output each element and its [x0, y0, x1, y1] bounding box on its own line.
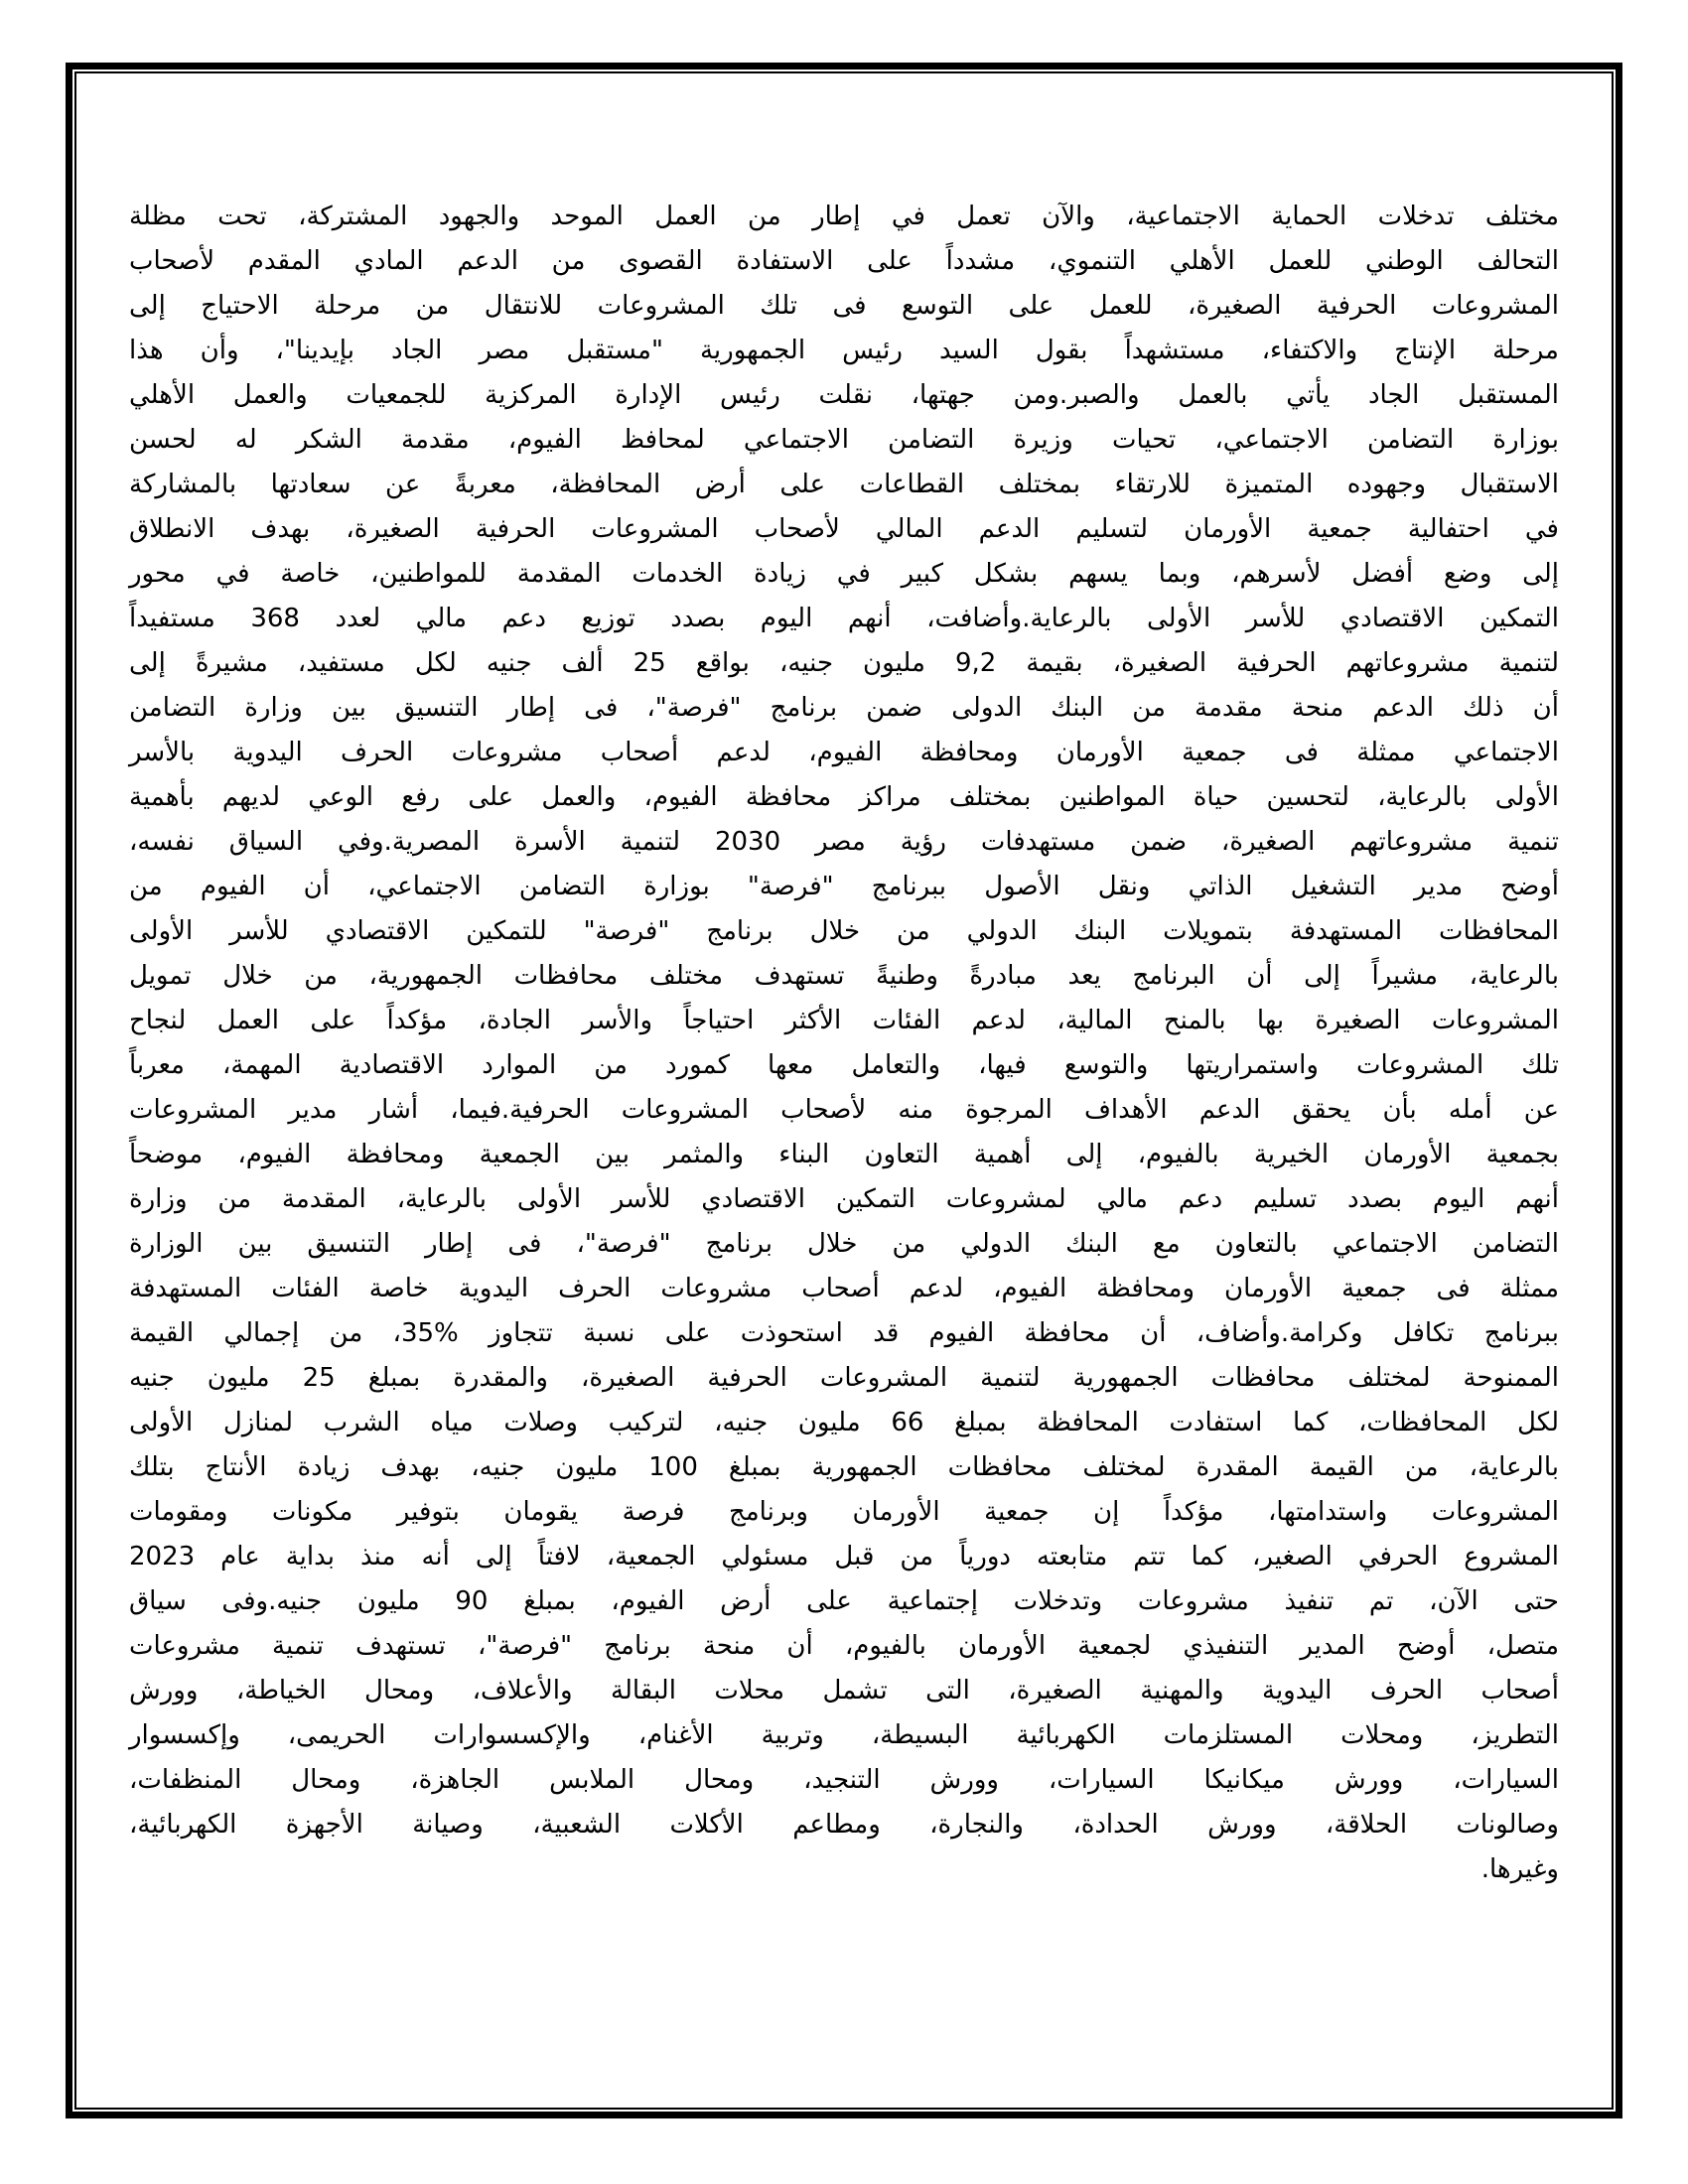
text-line: لتنمية مشروعاتهم الحرفية الصغيرة، بقيمة 9,2 مليون جنيه، بواقع 25 ألف جنيه لكل مستفيد، مشيرةً إلى — [129, 648, 1560, 678]
text-line: التضامن الاجتماعي بالتعاون مع البنك الدولي من خلال برنامج "فرصة"، فى إطار التنسيق بين الوزارة — [129, 1229, 1559, 1259]
text-line: المشروعات الصغيرة بها بالمنح المالية، لدعم الفئات الأكثر احتياجاً والأسر الجادة، مؤكداً على العمل لنجاح — [129, 1006, 1559, 1035]
text-line: بجمعية الأورمان الخيرية بالفيوم، إلى أهمية التعاون البناء والمثمر بين الجمعية ومحافظة الفيوم، موضحاً — [129, 1140, 1559, 1169]
text-line: تلك المشروعات واستمراريتها والتوسع فيها، والتعامل معها كمورد من الموارد الاقتصادية المهمة، معرباً — [129, 1050, 1559, 1080]
text-line: الاستقبال وجهوده المتميزة للارتقاء بمختلف القطاعات على أرض المحافظة، معربةً عن سعادتها بالمشاركة — [129, 470, 1559, 499]
text-line: بالرعاية، من القيمة المقدرة لمختلف محافظات الجمهورية بمبلغ 100 مليون جنيه، بهدف زيادة الأنتاج بتلك — [129, 1452, 1559, 1482]
text-line: وصالونات الحلاقة، وورش الحدادة، والنجارة، ومطاعم الأكلات الشعبية، وصيانة الأجهزة الكهربائية، — [129, 1810, 1559, 1840]
text-line: ببرنامج تكافل وكرامة.وأضاف، أن محافظة الفيوم قد استحوذت على نسبة تتجاوز %35، من إجمالي القيمة — [129, 1318, 1559, 1348]
text-line: بالرعاية، مشيراً إلى أن البرنامج يعد مبادرةً وطنيةً تستهدف مختلف محافظات الجمهورية، من خلال تمويل — [129, 961, 1559, 991]
text-line: المستقبل الجاد يأتي بالعمل والصبر.ومن جهتها، نقلت رئيس الإدارة المركزية للجمعيات والعمل الأهلي — [129, 380, 1559, 410]
text-line: أن ذلك الدعم منحة مقدمة من البنك الدولى ضمن برنامج "فرصة"، فى إطار التنسيق بين وزارة التضامن — [129, 693, 1559, 723]
text-line: التحالف الوطني للعمل الأهلي التنموي، مشدداً على الاستفادة القصوى من الدعم المادي المقدم لأصحاب — [129, 246, 1559, 276]
text-line: أنهم اليوم بصدد تسليم دعم مالي لمشروعات التمكين الاقتصادي للأسر الأولى بالرعاية، المقدمة من وزارة — [129, 1184, 1559, 1214]
text-line: متصل، أوضح المدير التنفيذي لجمعية الأورمان بالفيوم، أن منحة برنامج "فرصة"، تستهدف تنمية مشروعات — [129, 1631, 1559, 1661]
text-line: تنمية مشروعاتهم الصغيرة، ضمن مستهدفات رؤية مصر 2030 لتنمية الأسرة المصرية.وفي السياق نفسه، — [129, 827, 1560, 857]
text-line: السيارات، وورش ميكانيكا السيارات، وورش التنجيد، ومحال الملابس الجاهزة، ومحال المنظفات، — [129, 1765, 1559, 1795]
text-line: المشروعات الحرفية الصغيرة، للعمل على التوسع فى تلك المشروعات للانتقال من مرحلة الاحتياج إلى — [129, 291, 1559, 321]
text-line: المشروعات واستدامتها، مؤكداً إن جمعية الأورمان وبرنامج فرصة يقومان بتوفير مكونات ومقومات — [129, 1497, 1559, 1527]
text-line: إلى وضع أفضل لأسرهم، وبما يسهم بشكل كبير في زيادة الخدمات المقدمة للمواطنين، خاصة في محور — [129, 559, 1559, 589]
text-line: عن أمله بأن يحقق الدعم الأهداف المرجوة منه لأصحاب المشروعات الحرفية.فيما، أشار مدير المشروعات — [129, 1095, 1559, 1125]
text-line: المحافظات المستهدفة بتمويلات البنك الدولي من خلال برنامج "فرصة" للتمكين الاقتصادي للأسر الأولى — [129, 916, 1559, 946]
text-line: التطريز، ومحلات المستلزمات الكهربائية البسيطة، وتربية الأغنام، والإكسسوارات الحريمى، وإكسسوار — [129, 1720, 1559, 1750]
text-line: مرحلة الإنتاج والاكتفاء، مستشهداً بقول السيد رئيس الجمهورية "مستقبل مصر الجاد بإيدينا"، وأن هذا — [129, 336, 1559, 365]
text-line: ممثلة فى جمعية الأورمان ومحافظة الفيوم، لدعم أصحاب مشروعات الحرف اليدوية خاصة الفئات المستهدفة — [129, 1274, 1559, 1303]
text-line: حتى الآن، تم تنفيذ مشروعات وتدخلات إجتماعية على أرض الفيوم، بمبلغ 90 مليون جنيه.وفى سياق — [129, 1586, 1559, 1616]
text-line: المشروع الحرفي الصغير، كما تتم متابعته دورياً من قبل مسئولي الجمعية، لافتاً إلى أنه منذ بداية عام 2023 — [129, 1542, 1559, 1571]
text-line: الاجتماعي ممثلة فى جمعية الأورمان ومحافظة الفيوم، لدعم أصحاب مشروعات الحرف اليدوية بالأسر — [129, 738, 1559, 767]
text-line: الأولى بالرعاية، لتحسين حياة المواطنين بمختلف مراكز محافظة الفيوم، والعمل على رفع الوعي لديهم بأهمية — [129, 782, 1559, 812]
text-line: وغيرها. — [1480, 1854, 1559, 1884]
text-line: الممنوحة لمختلف محافظات الجمهورية لتنمية المشروعات الحرفية الصغيرة، والمقدرة بمبلغ 25 مليون جنيه — [129, 1363, 1559, 1393]
text-line: لكل المحافظات، كما استفادت المحافظة بمبلغ 66 مليون جنيه، لتركيب وصلات مياه الشرب لمنازل الأولى — [129, 1408, 1559, 1437]
text-line: في احتفالية جمعية الأورمان لتسليم الدعم المالي لأصحاب المشروعات الحرفية الصغيرة، بهدف الانطلاق — [129, 514, 1559, 544]
text-line: التمكين الاقتصادي للأسر الأولى بالرعاية.وأضافت، أنهم اليوم بصدد توزيع دعم مالي لعدد 368 مستفيداً — [129, 604, 1560, 633]
document-body-text — [129, 195, 1559, 1892]
text-line: أصحاب الحرف اليدوية والمهنية الصغيرة، التى تشمل محلات البقالة والأعلاف، ومحال الخياطة، وورش — [129, 1676, 1559, 1706]
text-line: مختلف تدخلات الحماية الاجتماعية، والآن تعمل في إطار من العمل الموحد والجهود المشتركة، تحت مظلة — [129, 202, 1559, 231]
text-line: أوضح مدير التشغيل الذاتي ونقل الأصول ببرنامج "فرصة" بوزارة التضامن الاجتماعي، أن الفيوم من — [129, 872, 1559, 901]
text-line: بوزارة التضامن الاجتماعي، تحيات وزيرة التضامن الاجتماعي لمحافظ الفيوم، مقدمة الشكر له لحسن — [129, 425, 1559, 455]
